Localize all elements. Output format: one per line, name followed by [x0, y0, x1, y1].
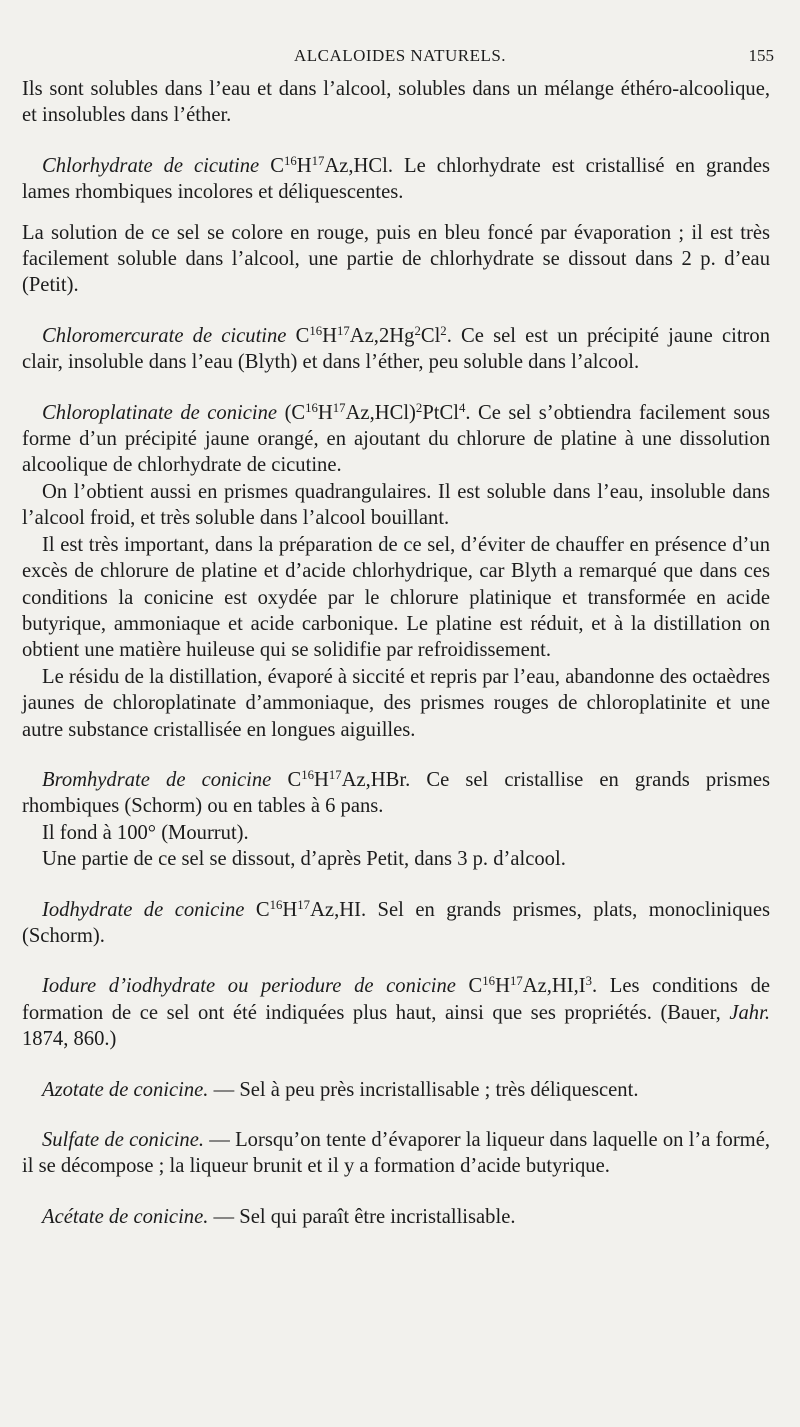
- body-text: [22, 76, 770, 1230]
- paragraph-solubility: Ils sont solubles dans l’eau et dans l’alcool, solubles dans un mélange éthéro-alcoolique, et insolubles dans l’éther.: [22, 78, 770, 127]
- source-detail: 1874, 860.): [22, 1028, 117, 1051]
- chemical-formula: $C^{16}H^{17}Az,HBr$.: [287, 767, 411, 791]
- entry-term: Azotate de conicine.: [42, 1078, 209, 1101]
- entry-description: Les conditions de formation de ce sel ont été indiquées plus haut, ainsi que ses propriétés. (Bauer,: [22, 975, 771, 1024]
- entry-term: Chloroplatinate de conicine: [42, 401, 278, 424]
- entry-term: Acétate de conicine.: [42, 1205, 209, 1228]
- paragraph-distillation-residue: Le résidu de la distillation, évaporé à siccité et repris par l’eau, abandonne des octaèdres jaunes de chloroplatinate d’ammoniaque, des prismes rouges de chloroplatinite et une autre substance cristallisée en longues aiguilles.: [22, 665, 770, 741]
- entry-term: Chlorhydrate de cicutine: [42, 154, 260, 177]
- source-reference: Jahr.: [729, 1001, 770, 1024]
- entry-term: Iodure d’iodhydrate ou periodure de conicine: [42, 975, 456, 998]
- entry-description: Ce sel s’obtiendra facilement sous forme d’un précipité jaune orangé, en ajoutant du chlorure de platine à une dissolution alcoolique de chlorhydrate de cicutine.: [22, 401, 770, 477]
- entry-acetate-conicine: [22, 1204, 770, 1230]
- paragraph-preparation-warning: Il est très important, dans la préparation de ce sel, d’éviter de chauffer en présence d’un excès de chlorure de platine et d’acide chlorhydrique, car Blyth a remarqué que dans ces conditions la conicine est oxydée par le chlorure platinique et transformée en acide butyrique, ammoniaque et acide carbonique. Le platine est réduit, et à la distillation on obtient une matière huileuse qui se solidifie par refroidissement.: [22, 533, 770, 662]
- paragraph-alcohol-solubility: Une partie de ce sel se dissout, d’après Petit, dans 3 p. d’alcool.: [42, 848, 566, 871]
- entry-description: Le chlorhydrate est cristallisé en grandes lames rhombiques incolores et déliquescentes.: [22, 154, 771, 204]
- entry-chlorhydrate-cicutine: [22, 153, 770, 206]
- entry-description: — Sel qui paraît être incristallisable.: [208, 1205, 516, 1228]
- entry-description: — Lorsqu’on tente d’évaporer la liqueur dans laquelle on l’a formé, il se décompose ; la liqueur brunit et il y a formation d’acide butyrique.: [22, 1129, 770, 1178]
- entry-description: Ce sel cristallise en grands prismes rhombiques (Schorm) ou en tables à 6 pans.: [22, 768, 770, 818]
- entry-description: Ce sel est un précipité jaune citron clair, insoluble dans l’eau (Blyth) et dans l’éther, peu soluble dans l’alcool.: [22, 324, 770, 374]
- running-head: [0, 44, 800, 72]
- entry-chloroplatinate-conicine: [22, 400, 770, 479]
- entry-term: Sulfate de conicine.: [42, 1129, 205, 1151]
- entry-periodure-conicine: [22, 973, 770, 1052]
- chemical-formula: $(C^{16}H^{17}Az,HCl)^2PtCl^4$.: [284, 400, 471, 424]
- entry-description: Sel en grands prismes, plats, monocliniques (Schorm).: [22, 898, 770, 947]
- entry-iodhydrate-conicine: [22, 897, 770, 950]
- running-title: ALCALOIDES NATURELS.: [293, 46, 507, 65]
- page-number: 155: [748, 46, 774, 65]
- entry-term: Chloromercurate de cicutine: [42, 324, 287, 347]
- entry-azotate-conicine: [22, 1077, 770, 1103]
- chemical-formula: $C^{16}H^{17}Az,HI,I^3$.: [468, 974, 598, 998]
- entry-term: Bromhydrate de conicine: [42, 768, 272, 791]
- entry-chloromercurate-cicutine: [22, 323, 770, 376]
- entry-description: — Sel à peu près incristallisable ; très déliquescent.: [208, 1078, 639, 1101]
- paragraph-melting-point: Il fond à 100° (Mourrut).: [42, 821, 249, 844]
- entry-term: Iodhydrate de conicine: [42, 898, 245, 921]
- entry-bromhydrate-conicine: [22, 767, 770, 820]
- paragraph-solution-colour: La solution de ce sel se colore en rouge, puis en bleu foncé par évaporation ; il est très facilement soluble dans l’alcool, une partie de chlorhydrate se dissout dans 2 p. d’eau (Petit).: [22, 221, 770, 297]
- chemical-formula: $C^{16}H^{17}Az,HI$.: [255, 897, 367, 921]
- entry-sulfate-conicine: [22, 1127, 770, 1180]
- chemical-formula: $C^{16}H^{17}Az,HCl$.: [270, 153, 393, 177]
- chemical-formula: $C^{16}H^{17}Az,2Hg^2Cl^2$.: [295, 323, 452, 347]
- paragraph-prisms: On l’obtient aussi en prismes quadrangulaires. Il est soluble dans l’eau, insoluble dans l’alcool froid, et très soluble dans l’alcool bouillant.: [22, 480, 770, 530]
